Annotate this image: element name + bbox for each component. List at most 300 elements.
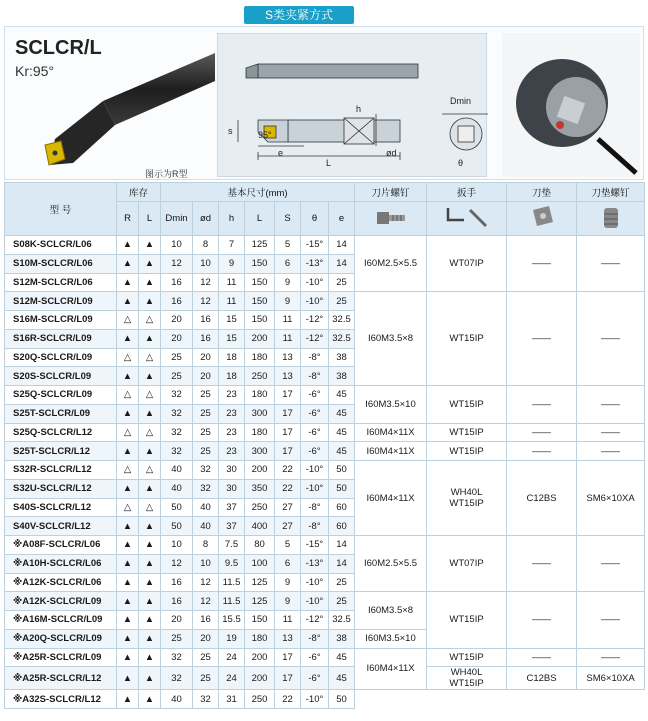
dmin-cell: 10 (161, 236, 193, 255)
dmin-cell: 32 (161, 442, 193, 461)
stock-l-cell: ▲ (139, 404, 161, 423)
d-cell: 25 (193, 423, 219, 442)
h-cell: 18 (219, 348, 245, 367)
dmin-cell: 16 (161, 592, 193, 611)
s-cell: 11 (275, 311, 301, 330)
wrench-line: WT15IP (449, 398, 484, 410)
col-theta: θ (301, 202, 329, 236)
h-cell: 24 (219, 667, 245, 690)
length-cell: 200 (245, 667, 275, 690)
dmin-cell: 16 (161, 573, 193, 592)
theta-cell: -15° (301, 236, 329, 255)
wrench-line: WT15IP (449, 445, 484, 457)
spec-table (4, 182, 645, 709)
model-cell: S32U-SCLCR/L12 (5, 479, 117, 498)
theta-cell: -6° (301, 404, 329, 423)
e-cell: 45 (329, 386, 355, 405)
stock-l-cell: △ (139, 461, 161, 480)
s-cell: 9 (275, 573, 301, 592)
s-cell: 22 (275, 461, 301, 480)
wrench-line: WT07IP (449, 558, 484, 570)
stock-r-cell: ▲ (117, 273, 139, 292)
h-cell: 19 (219, 629, 245, 648)
wrench-line: WH40L (450, 667, 483, 679)
shim-screw-cell: —— (577, 236, 645, 292)
screw-cell: I60M3.5×8 (355, 292, 427, 386)
length-cell: 300 (245, 442, 275, 461)
s-cell: 17 (275, 667, 301, 690)
col-s: S (275, 202, 301, 236)
wrench-cell (427, 592, 507, 648)
length-cell: 150 (245, 311, 275, 330)
dmin-cell: 25 (161, 629, 193, 648)
shim-screw-cell: —— (577, 423, 645, 442)
stock-r-cell: △ (117, 386, 139, 405)
screw-cell: I60M4×11X (355, 442, 427, 461)
dmin-cell: 20 (161, 329, 193, 348)
model-cell: S40S-SCLCR/L12 (5, 498, 117, 517)
d-cell: 8 (193, 536, 219, 555)
shim-screw-cell: —— (577, 442, 645, 461)
dmin-cell: 50 (161, 498, 193, 517)
e-cell: 45 (329, 442, 355, 461)
col-stock: 库存 (117, 183, 161, 202)
stock-l-cell: ▲ (139, 329, 161, 348)
table-row (5, 423, 645, 442)
wrench-cell (427, 442, 507, 461)
model-cell: S16M-SCLCR/L09 (5, 311, 117, 330)
screw-cell: I60M3.5×10 (355, 629, 427, 648)
d-cell: 12 (193, 273, 219, 292)
s-cell: 11 (275, 329, 301, 348)
stock-r-cell: △ (117, 423, 139, 442)
stock-r-cell: ▲ (117, 292, 139, 311)
image-caption: 图示为R型 (145, 169, 188, 179)
e-cell: 14 (329, 536, 355, 555)
wrench-cell (427, 461, 507, 536)
wrench-cell (427, 648, 507, 667)
col-h: h (219, 202, 245, 236)
theta-cell: -8° (301, 367, 329, 386)
e-cell: 38 (329, 629, 355, 648)
theta-cell: -8° (301, 517, 329, 536)
s-cell: 17 (275, 442, 301, 461)
tool-end-photo (502, 33, 640, 177)
h-cell: 30 (219, 461, 245, 480)
length-cell: 250 (245, 690, 275, 709)
shim-cell: —— (507, 292, 577, 386)
length-cell: 125 (245, 592, 275, 611)
h-cell: 23 (219, 386, 245, 405)
s-cell: 6 (275, 254, 301, 273)
model-cell: ※A20Q-SCLCR/L09 (5, 629, 117, 648)
stock-l-cell: △ (139, 423, 161, 442)
dmin-cell: 10 (161, 536, 193, 555)
theta-cell: -10° (301, 690, 329, 709)
s-cell: 13 (275, 348, 301, 367)
wrench-cell (427, 292, 507, 386)
h-cell: 15 (219, 329, 245, 348)
theta-cell: -13° (301, 254, 329, 273)
d-cell: 16 (193, 311, 219, 330)
model-cell: S12M-SCLCR/L06 (5, 273, 117, 292)
wrench-cell (427, 536, 507, 592)
h-cell: 11.5 (219, 592, 245, 611)
h-cell: 7.5 (219, 536, 245, 555)
h-cell: 31 (219, 690, 245, 709)
col-dims: 基本尺寸(mm) (161, 183, 355, 202)
dim-angle-label: 95° (258, 130, 272, 140)
d-cell: 16 (193, 329, 219, 348)
stock-l-cell: ▲ (139, 611, 161, 630)
shim-screw-cell: SM6×10XA (577, 461, 645, 536)
h-cell: 30 (219, 479, 245, 498)
d-cell: 16 (193, 611, 219, 630)
theta-cell: -15° (301, 536, 329, 555)
stock-l-cell: △ (139, 311, 161, 330)
model-cell: ※A10H-SCLCR/L06 (5, 554, 117, 573)
clamping-type-banner: S类夹紧方式 (244, 6, 354, 24)
theta-cell: -10° (301, 592, 329, 611)
model-cell: S25T-SCLCR/L12 (5, 442, 117, 461)
shim-cell: —— (507, 648, 577, 667)
h-cell: 11 (219, 273, 245, 292)
shim-screw-icon (577, 202, 645, 236)
stock-r-cell: ▲ (117, 690, 139, 709)
screw-cell: I60M4×11X (355, 648, 427, 690)
e-cell: 25 (329, 292, 355, 311)
d-cell: 32 (193, 461, 219, 480)
shim-screw-cell: —— (577, 292, 645, 386)
shim-cell: —— (507, 592, 577, 648)
stock-l-cell: ▲ (139, 479, 161, 498)
d-cell: 25 (193, 667, 219, 690)
dmin-cell: 32 (161, 423, 193, 442)
screw-cell: I60M2.5×5.5 (355, 536, 427, 592)
shim-screw-cell: —— (577, 648, 645, 667)
table-row (5, 690, 645, 709)
wrench-cell (427, 667, 507, 690)
length-cell: 100 (245, 554, 275, 573)
model-cell: ※A12K-SCLCR/L06 (5, 573, 117, 592)
table-row (5, 536, 645, 555)
stock-l-cell: △ (139, 498, 161, 517)
s-cell: 17 (275, 386, 301, 405)
stock-l-cell: ▲ (139, 629, 161, 648)
length-cell: 250 (245, 367, 275, 386)
screw-icon (355, 202, 427, 236)
model-cell: S12M-SCLCR/L09 (5, 292, 117, 311)
dmin-cell: 25 (161, 367, 193, 386)
table-row (5, 386, 645, 405)
stock-r-cell: ▲ (117, 236, 139, 255)
col-d: ød (193, 202, 219, 236)
wrench-cell (427, 423, 507, 442)
h-cell: 37 (219, 517, 245, 536)
e-cell: 50 (329, 690, 355, 709)
stock-r-cell: ▲ (117, 648, 139, 667)
e-cell: 38 (329, 367, 355, 386)
wrench-line: WH40L (450, 487, 483, 498)
stock-l-cell: ▲ (139, 442, 161, 461)
length-cell: 150 (245, 254, 275, 273)
e-cell: 14 (329, 236, 355, 255)
shim-screw-cell: —— (577, 386, 645, 424)
d-cell: 40 (193, 498, 219, 517)
wrench-line: WT15IP (449, 614, 484, 626)
e-cell: 60 (329, 517, 355, 536)
h-cell: 11 (219, 292, 245, 311)
theta-cell: -6° (301, 423, 329, 442)
model-cell: S16R-SCLCR/L09 (5, 329, 117, 348)
table-row (5, 667, 645, 690)
length-cell: 80 (245, 536, 275, 555)
s-cell: 27 (275, 498, 301, 517)
col-dmin: Dmin (161, 202, 193, 236)
shim-cell: C12BS (507, 461, 577, 536)
h-cell: 23 (219, 442, 245, 461)
stock-r-cell: ▲ (117, 367, 139, 386)
product-header (4, 26, 644, 180)
d-cell: 20 (193, 629, 219, 648)
dim-theta-label: θ (458, 158, 464, 168)
theta-cell: -12° (301, 329, 329, 348)
stock-l-cell: ▲ (139, 236, 161, 255)
length-cell: 350 (245, 479, 275, 498)
screw-cell: I60M4×11X (355, 423, 427, 442)
length-cell: 125 (245, 236, 275, 255)
model-cell: S10M-SCLCR/L06 (5, 254, 117, 273)
s-cell: 9 (275, 292, 301, 311)
wrench-line: WT15IP (449, 651, 484, 663)
e-cell: 14 (329, 554, 355, 573)
product-title: SCLCR/L (15, 37, 102, 59)
wrench-line: WT15IP (449, 426, 484, 438)
wrench-line: WT15IP (449, 333, 484, 345)
theta-cell: -10° (301, 292, 329, 311)
screw-cell: I60M3.5×10 (355, 386, 427, 424)
d-cell: 8 (193, 236, 219, 255)
screw-cell: I60M2.5×5.5 (355, 236, 427, 292)
theta-cell: -8° (301, 629, 329, 648)
d-cell: 25 (193, 386, 219, 405)
theta-cell: -10° (301, 573, 329, 592)
e-cell: 45 (329, 667, 355, 690)
length-cell: 180 (245, 629, 275, 648)
shim-screw-cell: —— (577, 536, 645, 592)
dim-d-label: ød (386, 148, 397, 158)
table-row (5, 648, 645, 667)
stock-l-cell: △ (139, 386, 161, 405)
model-cell: S32R-SCLCR/L12 (5, 461, 117, 480)
stock-r-cell: ▲ (117, 404, 139, 423)
model-cell: S25Q-SCLCR/L09 (5, 386, 117, 405)
wrench-icon (427, 202, 507, 236)
dmin-cell: 20 (161, 311, 193, 330)
dmin-cell: 32 (161, 404, 193, 423)
h-cell: 23 (219, 423, 245, 442)
d-cell: 12 (193, 573, 219, 592)
stock-r-cell: ▲ (117, 329, 139, 348)
s-cell: 9 (275, 592, 301, 611)
stock-r-cell: ▲ (117, 517, 139, 536)
stock-r-cell: ▲ (117, 667, 139, 690)
e-cell: 45 (329, 423, 355, 442)
e-cell: 25 (329, 273, 355, 292)
d-cell: 12 (193, 592, 219, 611)
stock-l-cell: ▲ (139, 273, 161, 292)
d-cell: 10 (193, 554, 219, 573)
h-cell: 37 (219, 498, 245, 517)
shim-screw-cell: —— (577, 592, 645, 648)
theta-cell: -8° (301, 498, 329, 517)
model-cell: S08K-SCLCR/L06 (5, 236, 117, 255)
stock-r-cell: ▲ (117, 536, 139, 555)
stock-r-cell: ▲ (117, 629, 139, 648)
col-screw: 刀片螺钉 (355, 183, 427, 202)
s-cell: 5 (275, 236, 301, 255)
d-cell: 40 (193, 517, 219, 536)
length-cell: 200 (245, 648, 275, 667)
length-cell: 300 (245, 404, 275, 423)
h-cell: 24 (219, 648, 245, 667)
d-cell: 10 (193, 254, 219, 273)
e-cell: 50 (329, 479, 355, 498)
dmin-cell: 32 (161, 648, 193, 667)
stock-l-cell: ▲ (139, 592, 161, 611)
theta-cell: -6° (301, 667, 329, 690)
stock-r-cell: ▲ (117, 611, 139, 630)
dmin-cell: 40 (161, 461, 193, 480)
stock-r-cell: ▲ (117, 573, 139, 592)
theta-cell: -13° (301, 554, 329, 573)
s-cell: 9 (275, 273, 301, 292)
s-cell: 22 (275, 479, 301, 498)
e-cell: 25 (329, 592, 355, 611)
dmin-cell: 32 (161, 667, 193, 690)
d-cell: 25 (193, 404, 219, 423)
s-cell: 17 (275, 423, 301, 442)
stock-r-cell: ▲ (117, 554, 139, 573)
screw-cell: I60M3.5×8 (355, 592, 427, 630)
col-length: L (245, 202, 275, 236)
d-cell: 20 (193, 367, 219, 386)
s-cell: 11 (275, 611, 301, 630)
col-e: e (329, 202, 355, 236)
dim-s-label: s (228, 126, 233, 136)
boring-bar-image (15, 41, 215, 181)
stock-l-cell: ▲ (139, 667, 161, 690)
length-cell: 180 (245, 386, 275, 405)
e-cell: 32.5 (329, 611, 355, 630)
dimension-drawing (217, 33, 487, 177)
model-cell: S25Q-SCLCR/L12 (5, 423, 117, 442)
h-cell: 15.5 (219, 611, 245, 630)
wrench-cell (427, 236, 507, 292)
stock-l-cell: ▲ (139, 517, 161, 536)
table-row (5, 592, 645, 611)
shim-cell: C12BS (507, 667, 577, 690)
stock-r-cell: △ (117, 498, 139, 517)
h-cell: 7 (219, 236, 245, 255)
model-cell: ※A32S-SCLCR/L12 (5, 690, 117, 709)
theta-cell: -10° (301, 273, 329, 292)
e-cell: 50 (329, 461, 355, 480)
model-cell: ※A25R-SCLCR/L12 (5, 667, 117, 690)
h-cell: 9.5 (219, 554, 245, 573)
dim-L-label: L (326, 158, 332, 168)
theta-cell: -10° (301, 479, 329, 498)
d-cell: 32 (193, 690, 219, 709)
stock-l-cell: ▲ (139, 573, 161, 592)
stock-l-cell: ▲ (139, 690, 161, 709)
stock-l-cell: ▲ (139, 648, 161, 667)
wrench-line: WT15IP (449, 498, 484, 509)
e-cell: 32.5 (329, 311, 355, 330)
shim-icon (507, 202, 577, 236)
shim-cell: —— (507, 536, 577, 592)
col-stock-r: R (117, 202, 139, 236)
length-cell: 200 (245, 329, 275, 348)
dmin-cell: 12 (161, 554, 193, 573)
col-shim-screw: 刀垫螺钉 (577, 183, 645, 202)
dmin-cell: 20 (161, 611, 193, 630)
dim-h-label: h (356, 104, 362, 114)
shim-screw-cell: SM6×10XA (577, 667, 645, 690)
length-cell: 125 (245, 573, 275, 592)
h-cell: 11.5 (219, 573, 245, 592)
shim-cell: —— (507, 423, 577, 442)
col-wrench: 扳手 (427, 183, 507, 202)
e-cell: 45 (329, 404, 355, 423)
theta-cell: -6° (301, 648, 329, 667)
stock-r-cell: △ (117, 461, 139, 480)
length-cell: 180 (245, 348, 275, 367)
model-cell: S20S-SCLCR/L09 (5, 367, 117, 386)
h-cell: 23 (219, 404, 245, 423)
stock-l-cell: ▲ (139, 536, 161, 555)
length-cell: 150 (245, 292, 275, 311)
stock-l-cell: ▲ (139, 367, 161, 386)
stock-l-cell: ▲ (139, 554, 161, 573)
s-cell: 13 (275, 629, 301, 648)
table-row (5, 292, 645, 311)
shim-cell: —— (507, 386, 577, 424)
e-cell: 25 (329, 573, 355, 592)
d-cell: 12 (193, 292, 219, 311)
length-cell: 250 (245, 498, 275, 517)
theta-cell: -6° (301, 442, 329, 461)
s-cell: 6 (275, 554, 301, 573)
length-cell: 150 (245, 611, 275, 630)
table-row (5, 461, 645, 480)
length-cell: 180 (245, 423, 275, 442)
model-cell: S25T-SCLCR/L09 (5, 404, 117, 423)
stock-r-cell: △ (117, 348, 139, 367)
d-cell: 32 (193, 479, 219, 498)
s-cell: 13 (275, 367, 301, 386)
s-cell: 17 (275, 404, 301, 423)
stock-r-cell: ▲ (117, 442, 139, 461)
stock-r-cell: ▲ (117, 254, 139, 273)
length-cell: 200 (245, 461, 275, 480)
h-cell: 18 (219, 367, 245, 386)
dmin-cell: 25 (161, 348, 193, 367)
h-cell: 9 (219, 254, 245, 273)
stock-r-cell: △ (117, 311, 139, 330)
model-cell: S40V-SCLCR/L12 (5, 517, 117, 536)
d-cell: 25 (193, 648, 219, 667)
